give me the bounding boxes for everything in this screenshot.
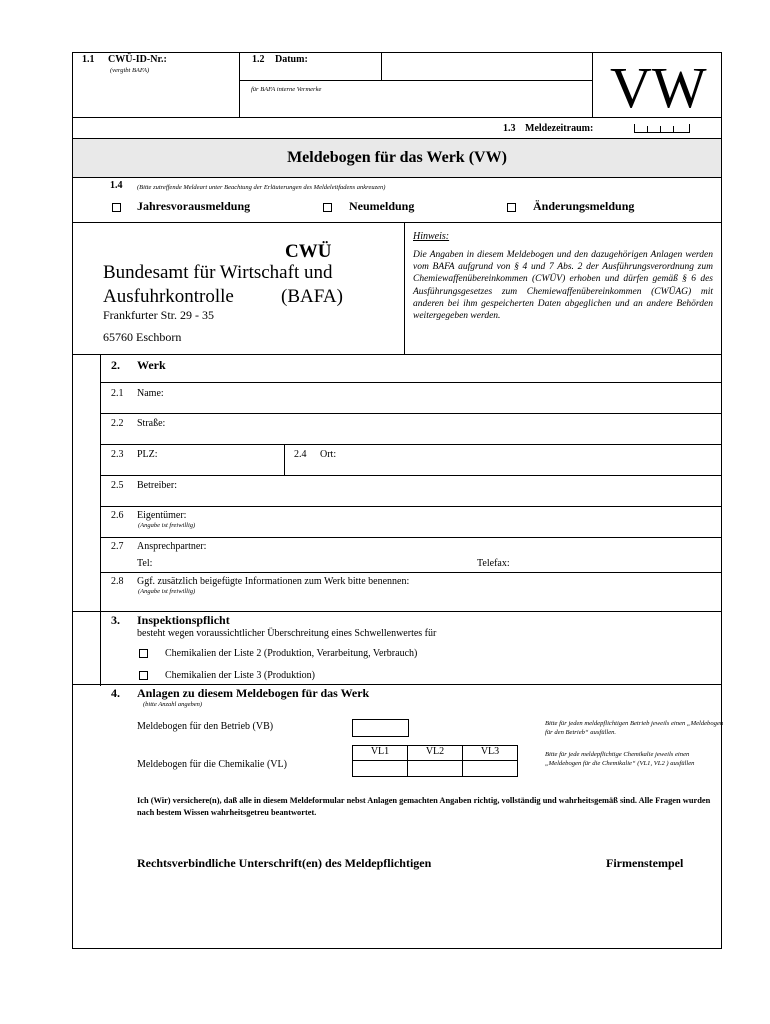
name-field[interactable] [200,384,715,412]
cwu-id-number: 1.1 [82,54,95,65]
option-jahresvorausmeldung: Jahresvorausmeldung [137,199,251,213]
label-betreiber: Betreiber: [137,480,177,491]
werk-number: 2. [111,358,120,372]
label-info: Ggf. zusätzlich beigefügte Informationen zum Werk bitte benennen: [137,576,410,587]
vl1-count-field[interactable] [352,760,408,777]
checkbox-liste2[interactable] [139,649,148,658]
plz-field[interactable] [170,446,280,473]
attachments-note: (bitte Anzahl angeben) [143,701,203,708]
label-name: Name: [137,388,164,399]
label-strasse: Straße: [137,418,166,429]
internal-note: für BAFA interne Vermerke [251,86,322,93]
org-line1: Bundesamt für Wirtschaft und [103,262,333,283]
vl-label: Meldebogen für die Chemikalie (VL) [137,759,287,770]
ansprechpartner-field[interactable] [230,539,715,554]
stamp-label: Firmenstempel [606,856,684,870]
eigentuemer-field[interactable] [220,508,715,535]
row-num-ansprechpartner: 2.7 [111,541,124,552]
stamp-area[interactable] [580,875,715,940]
ort-field[interactable] [350,446,715,473]
eigentuemer-note: (Angabe ist freiwillig) [138,522,196,529]
vl-hint: Bitte für jede meldepflichtige Chemikalie jeweils einen „Meldebogen für die Chemikalie“ (VL1, VL2 ) ausfüllen [545,751,695,767]
datum-label: Datum: [275,54,308,65]
row-num-betreiber: 2.5 [111,480,124,491]
form-title: Meldebogen für das Werk (VW) [287,149,507,166]
period-number: 1.3 [503,123,516,134]
declaration: Ich (Wir) versichere(n), daß alle in diesem Meldeformular nebst Anlagen gemachten Angaben richtig, vollständig und wahrheitsgemäß sind. Alle Fragen wurden nach bestem Wissen wahrheitsgetreu beantwortet. [137,796,711,817]
org-street: Frankfurter Str. 29 - 35 [103,308,214,322]
row-num-name: 2.1 [111,388,124,399]
label-ansprechpartner: Ansprechpartner: [137,541,207,552]
cwu-id-note: (vergibt BAFA) [110,67,150,74]
org-city: 65760 Eschborn [103,330,182,344]
hint-title: Hinweis: [413,231,450,242]
vl3-header: VL3 [480,746,500,757]
vb-label: Meldebogen für den Betrieb (VB) [137,721,274,732]
option-liste3: Chemikalien der Liste 3 (Produktion) [165,670,315,681]
info-field[interactable] [137,597,715,609]
report-type-note: (Bitte zutreffende Meldeart unter Beachtung der Erläuterungen des Meldeleitfadens ankreuzen) [137,184,386,191]
period-input[interactable] [634,124,690,133]
checkbox-neumeldung[interactable] [323,203,332,212]
inspection-title: Inspektionspflicht [137,613,230,627]
option-aenderungsmeldung: Änderungsmeldung [533,199,635,213]
vl1-header: VL1 [370,746,390,757]
row-num-strasse: 2.2 [111,418,124,429]
option-liste2: Chemikalien der Liste 2 (Produktion, Verarbeitung, Verbrauch) [165,648,418,659]
signature-label: Rechtsverbindliche Unterschrift(en) des Meldepflichtigen [137,856,432,870]
inspection-number: 3. [111,613,120,627]
option-neumeldung: Neumeldung [349,199,415,213]
vl2-header: VL2 [425,746,445,757]
werk-title: Werk [137,358,166,372]
checkbox-liste3[interactable] [139,671,148,680]
org-line2: Ausfuhrkontrolle [103,286,234,307]
label-ort: Ort: [320,449,337,460]
inspection-subtitle: besteht wegen voraussichtlicher Überschreitung eines Schwellenwertes für [137,628,437,639]
signature-area[interactable] [137,875,537,940]
vb-hint: Bitte für jeden meldepflichtigen Betrieb jeweils einen „Meldebogen für den Betrieb“ ausfüllen. [545,720,724,736]
datum-number: 1.2 [252,54,265,65]
label-tel: Tel: [137,558,153,569]
row-num-ort: 2.4 [294,449,307,460]
attachments-number: 4. [111,686,120,700]
telefax-field[interactable] [520,556,715,570]
org-short: CWÜ [285,241,332,262]
report-type-number: 1.4 [110,180,123,191]
form-code: VW [610,55,707,120]
tel-field[interactable] [160,556,460,570]
label-telefax: Telefax: [477,558,510,569]
vl3-count-field[interactable] [462,760,518,777]
row-num-info: 2.8 [111,576,124,587]
row-num-plz: 2.3 [111,449,124,460]
info-note: (Angabe ist freiwillig) [138,588,196,595]
org-abbr: (BAFA) [281,286,343,307]
strasse-field[interactable] [200,414,715,442]
label-eigentuemer: Eigentümer: [137,510,187,521]
period-label: Meldezeitraum: [525,123,594,134]
checkbox-jahresvorausmeldung[interactable] [112,203,121,212]
betreiber-field[interactable] [200,477,715,504]
checkbox-aenderungsmeldung[interactable] [507,203,516,212]
row-num-eigentuemer: 2.6 [111,510,124,521]
vl2-count-field[interactable] [407,760,463,777]
label-plz: PLZ: [137,449,158,460]
hint-text: Die Angaben in diesem Meldebogen und den dazugehörigen Anlagen werden vom BAFA aufgrund von § 4 und 7 Abs. 2 der Ausführungsverordnung zum Chemiewaffenübereinkommen (CWÜV) erhoben und dürfen gemäß § 6 des Ausführungsgesetzes zum Chemiewaffenübereinkommen (CWÜAG) mit anderen bei ihm gespeicherten Daten abgeglichen und an andere Behörden weitergegeben werden. [413,250,713,322]
cwu-id-label: CWÜ-ID-Nr.: [108,54,167,65]
attachments-title: Anlagen zu diesem Meldebogen für das Werk [137,686,370,700]
vb-count-field[interactable] [352,719,409,737]
